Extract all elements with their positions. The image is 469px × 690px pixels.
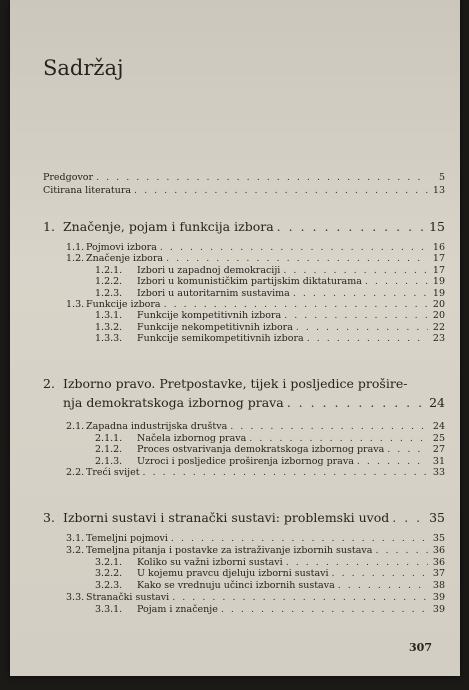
toc-entry-number: 1.2.1. — [95, 264, 123, 276]
page-number: 307 — [409, 641, 432, 654]
toc-entry — [66, 254, 445, 264]
toc-entry-title: Koliko su važni izborni sustavi — [137, 556, 283, 568]
toc-entry-number: 3.2.3. — [95, 580, 123, 592]
toc-entry — [66, 534, 445, 544]
toc-entry — [95, 289, 445, 299]
toc-entry-number: 1.2.2. — [95, 276, 123, 288]
toc-entry — [95, 334, 445, 344]
toc-entry-title: Značenje izbora — [86, 253, 164, 265]
toc-entry — [66, 593, 445, 603]
toc-entry-number: 1.2. — [66, 253, 85, 265]
toc-entry-page: 16 — [432, 242, 445, 253]
toc-entry — [66, 468, 445, 478]
toc-entry — [66, 422, 445, 432]
toc-entry-page: 39 — [432, 592, 445, 603]
toc-entry-title: Zapadna industrijska društva — [86, 421, 228, 432]
toc-entry-page: 17 — [432, 264, 445, 276]
toc-entry-title: Uzroci i posljedice proširenja izbornog prava — [137, 455, 354, 467]
toc-entry-number: 3.3.1. — [95, 603, 123, 615]
toc-entry-number: 2.1. — [66, 421, 85, 432]
toc-entry-page: 19 — [432, 287, 445, 299]
toc-entry-title: Proces ostvarivanja demokratskoga izbornog prava — [137, 444, 385, 456]
toc-entry-page: 22 — [432, 321, 445, 333]
toc-entry — [95, 569, 445, 579]
toc-entry — [95, 558, 445, 568]
toc-entry-literature: Citirana literatura . . . 13 — [43, 186, 445, 196]
book-page — [10, 0, 460, 676]
toc-entry-number: 2.1.3. — [95, 455, 123, 467]
toc-entry — [95, 277, 445, 287]
toc-entry — [95, 434, 445, 444]
toc-entry — [95, 445, 445, 455]
toc-entry-page: 36 — [432, 544, 445, 556]
toc-entry-number: 1.2.3. — [95, 287, 123, 299]
toc-entry-page: 35 — [432, 533, 445, 544]
toc-entry-number: 2.2. — [66, 467, 85, 479]
toc-entry-title: Načela izbornog prava — [137, 432, 247, 444]
toc-entry-title: U kojemu pravcu djeluju izborni sustavi — [137, 568, 329, 580]
toc-entry-number: 3.1. — [66, 533, 85, 544]
toc-entry-page: 27 — [432, 444, 445, 456]
toc-entry-page: 23 — [432, 333, 445, 345]
toc-entry-title: Pojmovi izbora — [86, 242, 157, 253]
toc-entry-title: Funkcije kompetitivnih izbora — [137, 310, 282, 322]
toc-entry — [66, 243, 445, 253]
toc-entry — [95, 266, 445, 276]
page-heading: Sadržaj — [43, 56, 124, 80]
toc-entry — [95, 581, 445, 591]
toc-entry-number: 1.3.3. — [95, 333, 123, 345]
toc-entry-number: 2.1.2. — [95, 444, 123, 456]
toc-entry-page: 20 — [432, 310, 445, 322]
toc-entry-page: 37 — [432, 568, 445, 580]
toc-entry-title: Temeljna pitanja i postavke za istraživanje izbornih sustava — [86, 544, 373, 556]
toc-entry-title: Funkcije semikompetitivnih izbora — [137, 333, 304, 345]
toc-entry-title: Treći svijet — [86, 467, 140, 479]
toc-entry-title: Temeljni pojmovi — [86, 533, 168, 544]
toc-entry-title: Stranački sustavi — [86, 592, 170, 603]
toc-entry-title: Izbori u komunističkim partijskim diktaturama — [137, 276, 362, 288]
toc-entry-page: 17 — [432, 253, 445, 265]
toc-entry-number: 2.1.1. — [95, 432, 123, 444]
toc-chapter-2: nja demokratskoga izbornog prava . . . 24 — [63, 397, 445, 410]
toc-entry — [66, 300, 445, 310]
toc-entry-page: 33 — [432, 467, 445, 479]
toc-entry-preface: Predgovor . . . 5 — [43, 173, 445, 183]
toc-entry-number: 3.2.2. — [95, 568, 123, 580]
toc-entry-title: Izbori u autoritarnim sustavima — [137, 287, 290, 299]
toc-entry-number: 3.2. — [66, 544, 85, 556]
toc-entry-page: 39 — [432, 603, 445, 615]
toc-chapter-3: 3. Izborni sustavi i stranački sustavi: problemski uvod . . . 35 — [43, 512, 445, 525]
toc-entry-page: 38 — [432, 580, 445, 592]
toc-entry-title: Funkcije nekompetitivnih izbora — [137, 321, 293, 333]
toc-entry — [95, 457, 445, 467]
toc-entry-page: 20 — [432, 299, 445, 310]
toc-entry-page: 19 — [432, 276, 445, 288]
toc-entry-page: 25 — [432, 432, 445, 444]
toc-entry — [95, 605, 445, 615]
toc-entry-number: 1.3.1. — [95, 310, 123, 322]
toc-entry-number: 1.3. — [66, 299, 85, 310]
toc-entry — [95, 311, 445, 321]
toc-entry-number: 3.3. — [66, 592, 85, 603]
toc-chapter-1: 1. Značenje, pojam i funkcija izbora . . . 15 — [43, 221, 445, 234]
toc-entry — [95, 323, 445, 333]
toc-entry-page: 36 — [432, 556, 445, 568]
toc-entry-title: Izbori u zapadnoj demokraciji — [137, 264, 281, 276]
toc-entry — [66, 546, 445, 556]
toc-entry-title: Kako se vrednuju učinci izbornih sustava — [137, 580, 335, 592]
toc-entry-title: Funkcije izbora — [86, 299, 161, 310]
toc-entry-title: Pojam i značenje — [137, 603, 218, 615]
toc-entry-page: 31 — [432, 455, 445, 467]
toc-chapter-2-heading-line1: 2. Izborno pravo. Pretpostavke, tijek i posljedice proširе- — [43, 376, 408, 391]
toc-entry-number: 1.1. — [66, 242, 85, 253]
toc-entry-number: 3.2.1. — [95, 556, 123, 568]
toc-entry-page: 24 — [432, 421, 445, 432]
toc-entry-number: 1.3.2. — [95, 321, 123, 333]
